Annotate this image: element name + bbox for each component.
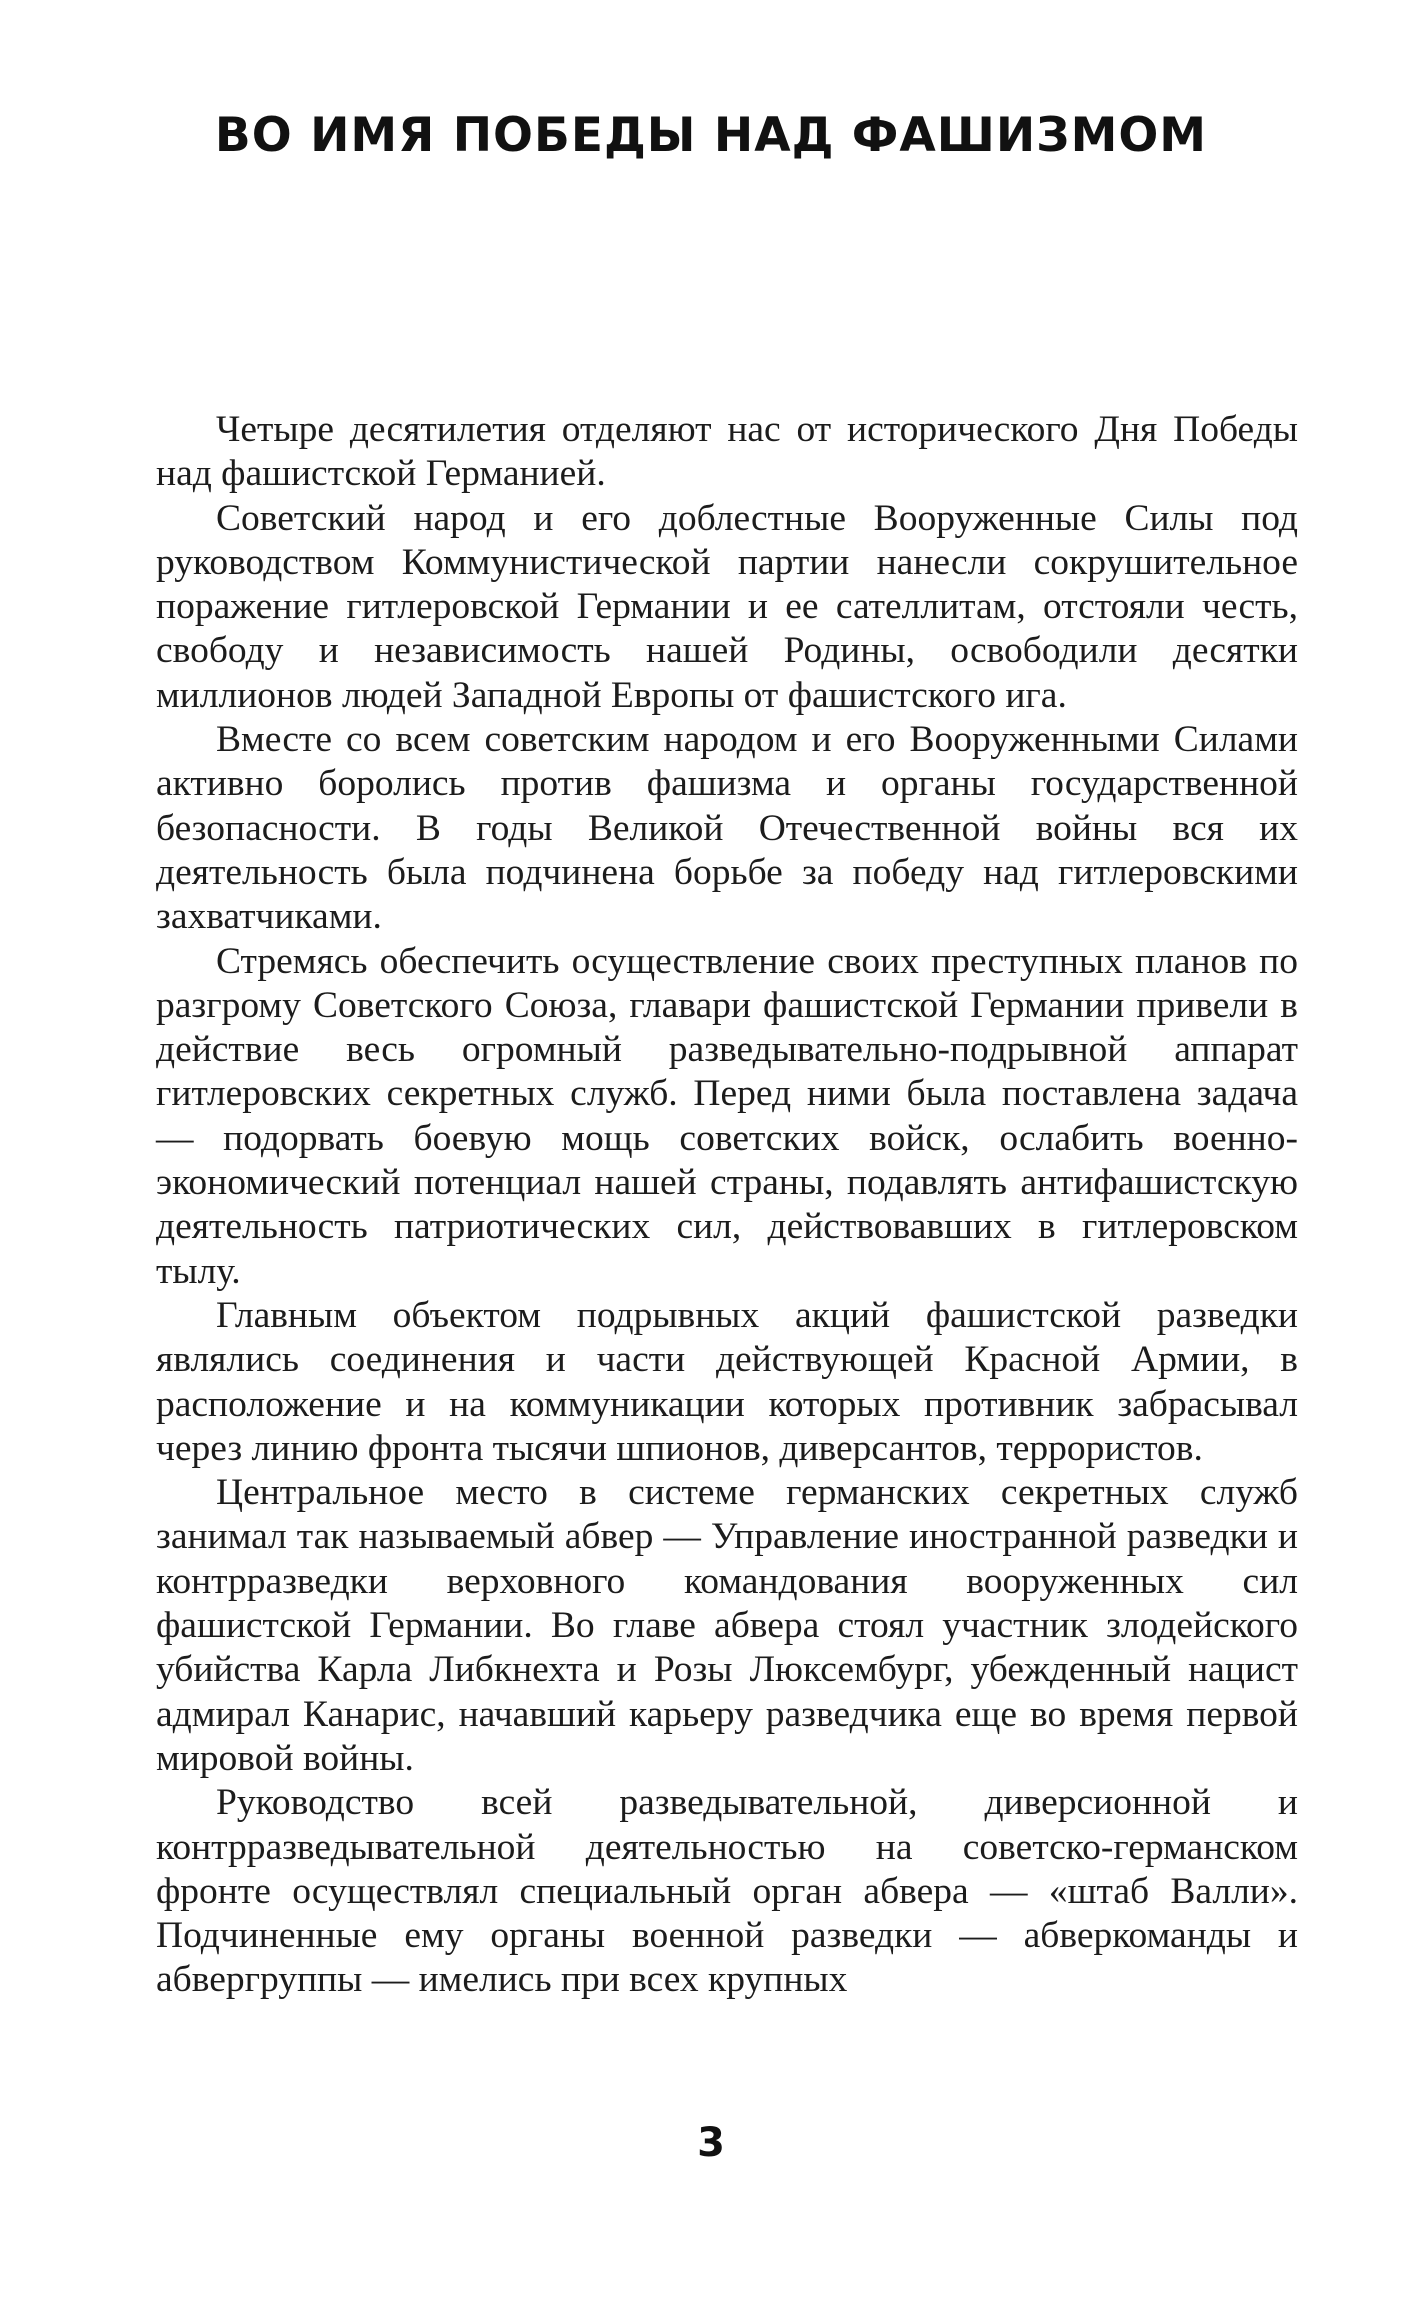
- page-number: 3: [697, 2120, 725, 2166]
- paragraph: Центральное место в системе германских секретных служб занимал так называемый абвер — Управление иностранной разведки и контрразведки верховного командования вооруженных сил фашистской Германии. Во главе абвера стоял участник злодейского убийства Карла Либкнехта и Розы Люксембург, убежденный нацист адмирал Канарис, начавший карьеру разведчика еще во время первой мировой войны.: [156, 1472, 1298, 1779]
- chapter-title: ВО ИМЯ ПОБЕДЫ НАД ФАШИЗМОМ: [214, 108, 1208, 163]
- paragraph: Главным объектом подрывных акций фашистской разведки являлись соединения и части действующей Красной Армии, в расположение и на коммуникации которых противник забрасывал через линию фронта тысячи шпионов, диверсантов, террористов.: [156, 1294, 1298, 1469]
- body-text: [156, 408, 1298, 2003]
- paragraph: Вместе со всем советским народом и его Вооруженными Силами активно боролись против фашизма и органы государственной безопасности. В годы Великой Отечественной войны вся их деятельность была подчинена борьбе за победу над гитлеровскими захватчиками.: [156, 719, 1298, 938]
- paragraph: Четыре десятилетия отделяют нас от исторического Дня Победы над фашистской Германией.: [156, 409, 1298, 495]
- paragraph: Руководство всей разведывательной, диверсионной и контрразведывательной деятельностью на советско-германском фронте осуществлял специальный орган абвера — «штаб Валли». Подчиненные ему органы военной разведки — абверкоманды и абвергруппы — имелись при всех крупных: [156, 1782, 1298, 2001]
- paragraph: Стремясь обеспечить осуществление своих преступных планов по разгрому Советского Союза, главари фашистской Германии привели в действие весь огромный разведывательно-подрывной аппарат гитлеровских секретных служб. Перед ними была поставлена задача — подорвать боевую мощь советских войск, ослабить военно-экономический потенциал нашей страны, подавлять антифашистскую деятельность патриотических сил, действовавших в гитлеровском тылу.: [156, 940, 1298, 1292]
- paragraph: Советский народ и его доблестные Вооруженные Силы под руководством Коммунистической партии нанесли сокрушительное поражение гитлеровской Германии и ее сателлитам, отстояли честь, свободу и независимость нашей Родины, освободили десятки миллионов людей Западной Европы от фашистского ига.: [156, 497, 1298, 716]
